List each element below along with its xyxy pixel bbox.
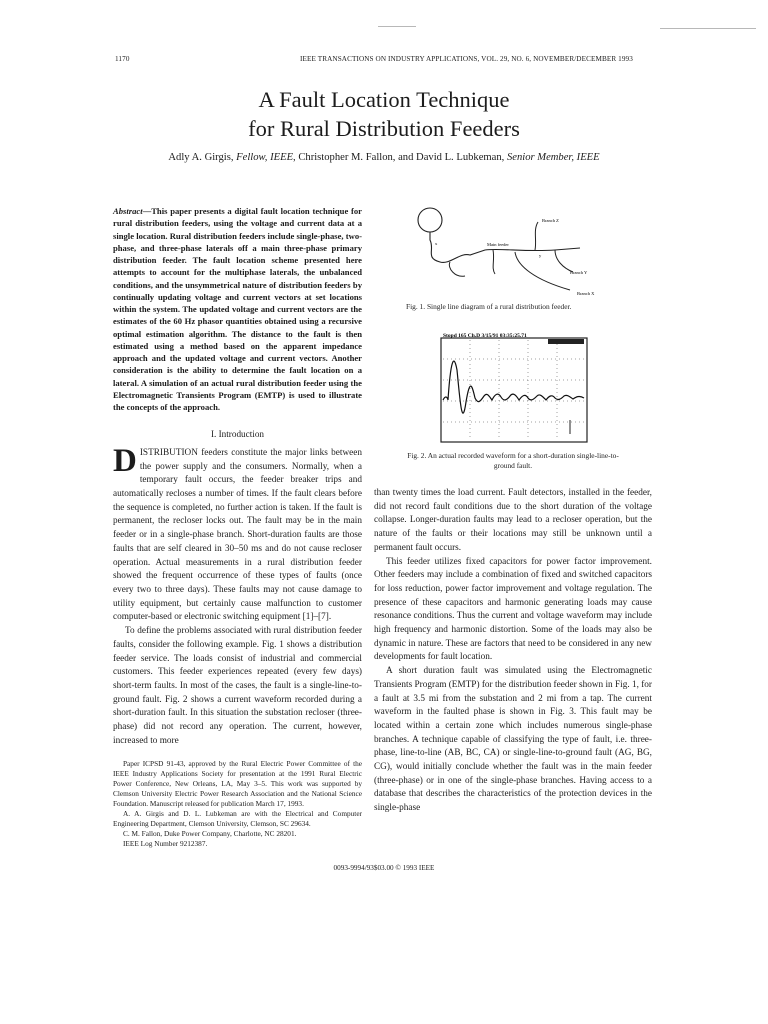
intro-paragraph-2: To define the problems associated with rural distribution feeder faults, consider the following example. Fig. 1 shows a distribution feeder service. The loads consist of industrial and commercial customers. This feeder experiences repeated (every few days) short-term faults. In most of the cases, the fault is a single-line-to-ground fault. Fig. 2 shows a current waveform recorded during a short-duration fault. In this situation the substation recloser (three-phase) did not record any operation. The current, however, increased to more bbox=[113, 626, 362, 746]
footnote-3: C. M. Fallon, Duke Power Company, Charlotte, NC 28201. bbox=[123, 828, 297, 838]
fig2-caption-line-2: ground fault. bbox=[493, 460, 533, 470]
paper-title bbox=[0, 85, 768, 143]
author-line bbox=[0, 152, 768, 163]
right-paragraph-2: This feeder utilizes fixed capacitors for power factor improvement. Other feeders may include a combination of fixed and switched capacitors for loss reduction, power factor improvement and voltage regulation. The presence of these capacitors and harmonic generating loads may cause resonance conditions. Thus the current and voltage waveform may include high frequency and harmonic distortion. Some of the loads may also be dynamic in nature. These are factors that need to be considered in any new developments for fault location. bbox=[374, 556, 652, 663]
abstract bbox=[113, 205, 362, 413]
page-number: 1170 bbox=[115, 55, 130, 63]
author-3-title: Senior Member, IEEE bbox=[506, 152, 600, 163]
left-column bbox=[113, 205, 362, 849]
intro-p1-text: ISTRIBUTION feeders constitute the major links between the power supply and the consumers. Normally, when a temporary fault occurs, the feeder breaker trips and automatically recloses a number of times. If the fault clears before the sequence is completed, no further action is taken. If the fault is permanent, the recloser locks out. The fault may be in the main feeder or in a single-phase branch. Short-duration faults are those faults that are self cleared in 30–50 ms and do not cause recloser operation. Actual measurements in a rural distribution feeder showed the frequent occurrence of these types of faults (once every two to three days). These faults may not cause damage to utility equipment, but certainly cause malfunction to customer computer-based or electronic switching equipment [1]–[7]. bbox=[113, 447, 362, 623]
branch-y-line bbox=[555, 250, 573, 272]
label-x: x bbox=[435, 241, 438, 246]
abstract-text: This paper presents a digital fault location technique for rural distribution feeders, using the voltage and current data at a single location. Rural distribution feeders include single-phase, two-phase, and three-phase laterals off a main three-phase primary distribution feeder. The fault location scheme presented here attempts to account for the multiphase laterals, the unbalanced conditions, and the unsymmetrical nature of distribution feeders by continually updating voltage and current vectors at set locations within the system. The updated voltage and current vectors are the estimates of the 60 Hz phasor quantities obtained using a recursive optimal estimation algorithm. The distance to the fault is then estimated using a method based on the apparent impedance approach and the updated voltage and current vectors. Another consideration is the ability to determine the fault location on a lateral. A simulation of an actual rural distribution feeder using the Electromagnetic Transients Program (EMTP) is used to illustrate the concepts of the approach. bbox=[113, 206, 362, 412]
footnote-1: Paper ICPSD 91-43, approved by the Rural Electric Power Committee of the IEEE Industry Applications Society for presentation at the 1991 Rural Electric Power Conference, New Orleans, LA, May 3–5. This work was supported by Clemson University Electric Power Research Association and the National Science Foundation. Manuscript released for publication March 17, 1993. bbox=[113, 759, 362, 809]
label-branch-x: Branch X bbox=[577, 291, 595, 296]
branch-z-line bbox=[535, 222, 538, 250]
footnotes bbox=[113, 759, 362, 848]
lateral-y-line bbox=[493, 250, 495, 274]
journal-header: IEEE TRANSACTIONS ON INDUSTRY APPLICATIONS, VOL. 29, NO. 6, NOVEMBER/DECEMBER 1993 bbox=[300, 55, 633, 63]
fig2-waveform bbox=[440, 330, 590, 445]
label-main-feeder: Main feeder bbox=[487, 242, 509, 247]
intro-paragraph-1 bbox=[113, 442, 362, 625]
feeder-trunk bbox=[430, 232, 580, 262]
scope-readout: Stopd 165 Ch.D 3/15/91 03:35:25.71 bbox=[443, 333, 527, 339]
right-paragraph-1: than twenty times the load current. Fault detectors, installed in the feeder, did not record fault conditions due to the short duration of the voltage collapse. Longer-duration faults may lead to a recloser operation, but the nature of the faults or their locations may still be unknown until a permanent fault occurs. bbox=[374, 488, 652, 553]
right-paragraph-3: A short duration fault was simulated using the Electromagnetic Transients Program (EMTP) for the distribution feeder shown in Fig. 1, for a fault at 3.5 mi from the substation and 2 mi from a tap. The current waveform in the faulted phase is shown in Fig. 3. This fault may be located within a certain zone which includes numerous single-phase branches. A technique capable of classifying the type of fault, i.e. three-phase, line-to-line (AB, BC, CA) or single-line-to-ground fault (AG, BG, CG), would initially conclude whether the fault was in the main feeder (three-phase) or in one of the single-phase branches. Having access to a database that describes the characteristics of the protection devices in the single-phase bbox=[374, 666, 652, 814]
section-heading-intro: I. Introduction bbox=[210, 429, 265, 440]
copyright-footer: 0093-9994/93$03.00 © 1993 IEEE bbox=[333, 864, 435, 872]
branch-x-line bbox=[515, 252, 570, 290]
title-line-2: for Rural Distribution Feeders bbox=[248, 116, 520, 141]
label-branch-y: Branch Y bbox=[570, 270, 588, 275]
label-branch-z: Branch Z bbox=[542, 218, 559, 223]
fig1-caption: Fig. 1. Single line diagram of a rural distribution feeder. bbox=[406, 302, 572, 311]
footnote-4: IEEE Log Number 9212387. bbox=[123, 838, 208, 848]
right-column bbox=[374, 487, 652, 816]
author-1: Adly A. Girgis, bbox=[168, 152, 237, 163]
scan-line-right bbox=[660, 28, 756, 29]
author-2-3: , Christopher M. Fallon, and David L. Lubkeman, bbox=[293, 152, 507, 163]
fig2-caption-line-1: Fig. 2. An actual recorded waveform for a short-duration single-line-to- bbox=[407, 451, 619, 460]
source-circle bbox=[418, 208, 442, 232]
title-line-1: A Fault Location Technique bbox=[258, 87, 510, 112]
scan-line-left bbox=[378, 26, 416, 27]
abstract-dash: — bbox=[142, 206, 152, 216]
abstract-label: Abstract bbox=[113, 206, 143, 216]
fig1-diagram bbox=[405, 200, 615, 300]
footnote-2: A. A. Girgis and D. L. Lubkeman are with the Electrical and Computer Engineering Department, Clemson University, Clemson, SC 29634. bbox=[113, 808, 362, 828]
scope-readout-box bbox=[548, 339, 584, 344]
lateral-x-line bbox=[449, 262, 465, 276]
scope-frame bbox=[441, 338, 587, 442]
fig2-caption bbox=[374, 451, 652, 470]
label-y: y bbox=[539, 253, 542, 258]
author-1-title: Fellow, IEEE bbox=[236, 152, 294, 163]
drop-cap: D bbox=[113, 442, 137, 479]
